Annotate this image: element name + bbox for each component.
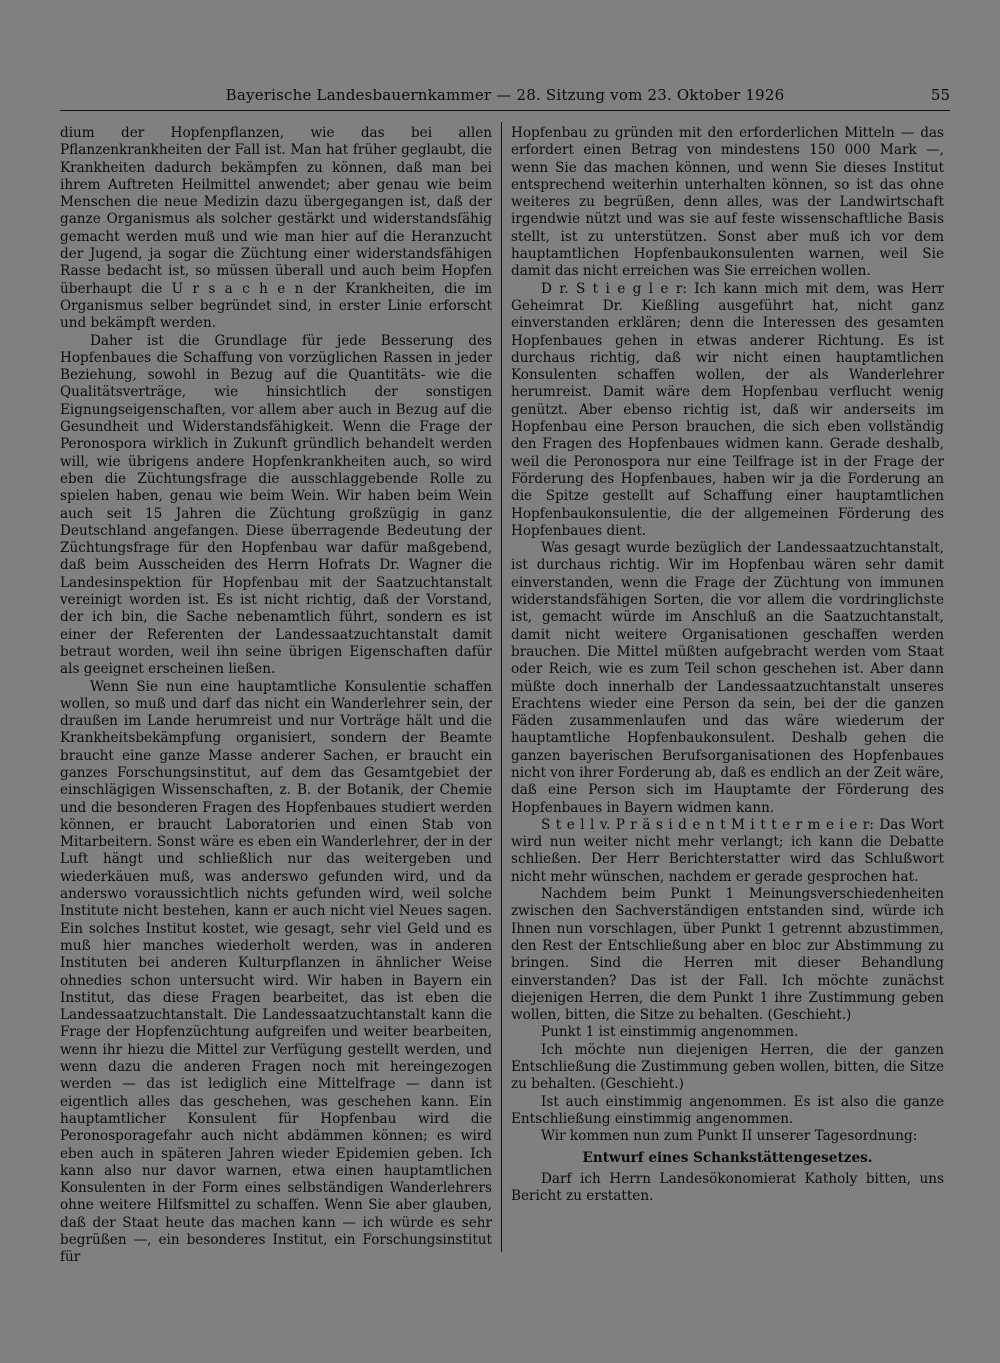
paragraph: D r. S t i e g l e r: Ich kann mich mit dem, was Herr Geheimrat Dr. Kießling ausgeführt hat, nicht ganz einverstanden erklären; denn die Interessen des gesamten Hopfenbaues gehen in etwas anderer Richtung. Es ist durchaus richtig, daß wir nicht einen hauptamtlichen Konsulenten schaffen wollen, der als Wanderlehrer herumreist. Damit wäre dem Hopfenbau verflucht wenig genützt. Aber ebenso richtig ist, daß wir anderseits im Hopfenbau eine Person brauchen, die sich eben vollständig den Fragen des Hopfenbaues widmen kann. Gerade deshalb, weil die Peronospora nur eine Teilfrage ist in der Frage der Förderung des Hopfenbaues, haben wir ja die Forderung an die Spitze gestellt auf Schaffung einer hauptamtlichen Hopfenbaukonsulentie, die der allgemeinen Förderung des Hopfenbaues dient. [511, 280, 944, 539]
paragraph: Daher ist die Grundlage für jede Besserung des Hopfenbaues die Schaffung von vorzüglichen Rassen in jeder Beziehung, sowohl in Bezug auf die Quantitäts- wie die Qualitätsverträge, wie hinsichtlich der sonstigen Eignungseigenschaften, vor allem aber auch in Bezug auf die Gesundheit und Widerstandsfähigkeit. Wenn die Frage der Peronospora wirklich in Zukunft gründlich behandelt werden will, wie übrigens andere Hopfenkrankheiten auch, so wird eben die Züchtungsfrage die ausschlaggebende Rolle zu spielen haben, genau wie beim Wein. Wir haben beim Wein auch seit 15 Jahren die Züchtung großzügig in ganz Deutschland angefangen. Diese überragende Bedeutung der Züchtungsfrage für den Hopfenbau war dafür maßgebend, daß beim Ausscheiden des Herrn Hofrats Dr. Wagner die Landesinspektion für Hopfenbau mit der Saatzuchtanstalt vereinigt worden ist. Es ist nicht richtig, daß der Vorstand, der ich bin, die Sache nebenamtlich führt, sondern es ist einer der Referenten der Landessaatzuchtanstalt damit betraut worden, weil ihn seine übrigen Eigenschaften dafür als geeignet erscheinen ließen. [60, 332, 492, 678]
right-column [511, 125, 944, 1205]
paragraph: Was gesagt wurde bezüglich der Landessaatzuchtanstalt, ist durchaus richtig. Wir im Hopfenbau wären sehr damit einverstanden, wenn die Frage der Züchtung von immunen widerstandsfähigen Sorten, die vor allem die vordringlichste ist, gemacht würde im Anschluß an die Saatzuchtanstalt, damit nicht weitere Organisationen geschaffen werden brauchen. Die Mittel müßten aufgebracht werden vom Staat oder Reich, wie es zum Teil schon geschehen ist. Aber dann müßte doch innerhalb der Landessaatzuchtanstalt unseres Erachtens wieder eine Person da sein, bei der die ganzen Fäden zusammenlaufen und das wäre wiederum der hauptamtliche Hopfenbaukonsulent. Deshalb gehen die ganzen bayerischen Berufsorganisationen des Hopfenbaues nicht von ihrer Forderung ab, daß es endlich an der Zeit wäre, daß eine Person sich im Hauptamte der Förderung des Hopfenbaues in Bayern widmen kann. [511, 540, 944, 816]
paragraph: S t e l l v. P r ä s i d e n t M i t t e r m e i e r: Das Wort wird nun weiter nicht mehr verlangt; ich kann die Debatte schließen. Der Herr Berichterstatter wird das Schlußwort nicht mehr wünschen, nachdem er gerade gesprochen hat. [511, 816, 944, 885]
page-number: 55 [930, 86, 950, 104]
paragraph: dium der Hopfenpflanzen, wie das bei allen Pflanzenkrankheiten der Fall ist. Man hat früher geglaubt, die Krankheiten dadurch bekämpfen zu können, daß man bei ihrem Auftreten Heilmittel anwendet; aber genau wie beim Menschen die neue Medizin dazu übergegangen ist, daß der ganze Organismus als solcher gestärkt und widerstandsfähig gemacht werden muß und wie man hier auf die Heranzucht der Jugend, ja sogar die Züchtung einer widerstandsfähigen Rasse bedacht ist, so müssen überall und auch beim Hopfen überhaupt die U r s a c h e n der Krankheiten, die im Organismus selber begründet sind, in erster Linie erforscht und bekämpft werden. [60, 125, 492, 332]
page-header [60, 86, 950, 108]
paragraph: Ist auch einstimmig angenommen. Es ist also die ganze Entschließung einstimmig angenommen. [511, 1093, 944, 1127]
paragraph: Wir kommen nun zum Punkt II unserer Tagesordnung: [541, 1128, 918, 1145]
paragraph: Wenn Sie nun eine hauptamtliche Konsulentie schaffen wollen, so muß und darf das nicht ein Wanderlehrer sein, der draußen im Lande herumreist und nur Vorträge hält und die Krankheitsbekämpfung organisiert, sondern der Beamte braucht eine ganze Masse anderer Sachen, er braucht ein ganzes Forschungsinstitut, auf dem das Gesamtgebiet der einschlägigen Wissenschaften, z. B. der Botanik, der Chemie und die besonderen Fragen des Hopfenbaues studiert werden können, er braucht Laboratorien und einen Stab von Mitarbeitern. Sonst wäre es eben ein Wanderlehrer, der in der Luft hängt und schließlich nur das weitergeben und wiederkäuen muß, was anderswo gefunden wird, und da anderswo voraussichtlich nichts gefunden wird, weil solche Institute nicht bestehen, kann er auch nicht viel Neues sagen. Ein solches Institut kostet, wie gesagt, sehr viel Geld und es muß hier manches wiederholt werden, was in anderen Instituten bei anderen Kulturpflanzen in ähnlicher Weise ohnedies schon untersucht wird. Wir haben in Bayern ein Institut, das diese Fragen bearbeitet, das ist eben die Landessaatzuchtanstalt. Die Landessaatzuchtanstalt kann die Frage der Hopfenzüchtung aufgreifen und weiter bearbeiten, wenn ihr hiezu die Mittel zur Verfügung gestellt werden, und wenn dazu die anderen Fragen noch mit hereingezogen werden — das ist lediglich eine Mittelfrage — dann ist eigentlich alles das geschehen, was geschehen kann. Ein hauptamtlicher Konsulent für Hopfenbau wird die Peronosporagefahr auch nicht abdämmen können; es wird eben auch in späteren Jahren wieder Epidemien geben. Ich kann also nur davor warnen, etwa einen hauptamtlichen Konsulenten in der Form eines selbständigen Wanderlehrers ohne weitere Hilfsmittel zu schaffen. Wenn Sie aber glauben, daß der Staat heute das machen kann — ich würde es sehr begrüßen —, ein besonderes Institut, ein Forschungsinstitut für [60, 678, 492, 1266]
left-column [60, 125, 492, 1267]
paragraph: Hopfenbau zu gründen mit den erforderlichen Mitteln — das erfordert einen Betrag von mindestens 150 000 Mark —, wenn Sie das machen können, und wenn Sie dieses Institut entsprechend weiterhin unterhalten können, so ist das ohne weiteres zu begrüßen, denn alles, was der Landwirtschaft irgendwie nützt und was sie auf feste wissenschaftliche Basis stellt, ist zu unterstützen. Sonst aber muß ich vor dem hauptamtlichen Hopfenbaukonsulenten warnen, weil Sie damit das nicht erreichen was Sie erreichen wollen. [511, 125, 944, 280]
header-rule [60, 110, 950, 111]
paragraph: Nachdem beim Punkt 1 Meinungsverschiedenheiten zwischen den Sachverständigen entstanden sind, würde ich Ihnen nun vorschlagen, über Punkt 1 getrennt abzustimmen, den Rest der Entschließung aber en bloc zur Abstimmung zu bringen. Sind die Herren mit dieser Behandlung einverstanden? Das ist der Fall. Ich möchte zunächst diejenigen Herren, die dem Punkt 1 ihre Zustimmung geben wollen, bitten, die Sitze zu behalten. (Geschieht.) [511, 886, 944, 1024]
paragraph: Punkt 1 ist einstimmig angenommen. [541, 1024, 799, 1041]
paragraph: Ich möchte nun diejenigen Herren, die der ganzen Entschließung die Zustimmung geben wollen, bitten, die Sitze zu behalten. (Geschieht.) [511, 1041, 944, 1093]
running-title: Bayerische Landesbauernkammer — 28. Sitzung vom 23. Oktober 1926 [225, 86, 785, 104]
paragraph: Darf ich Herrn Landesökonomierat Katholy bitten, uns Bericht zu erstatten. [511, 1170, 944, 1205]
section-heading: Entwurf eines Schankstättengesetzes. [582, 1149, 873, 1166]
column-divider [501, 122, 502, 1252]
